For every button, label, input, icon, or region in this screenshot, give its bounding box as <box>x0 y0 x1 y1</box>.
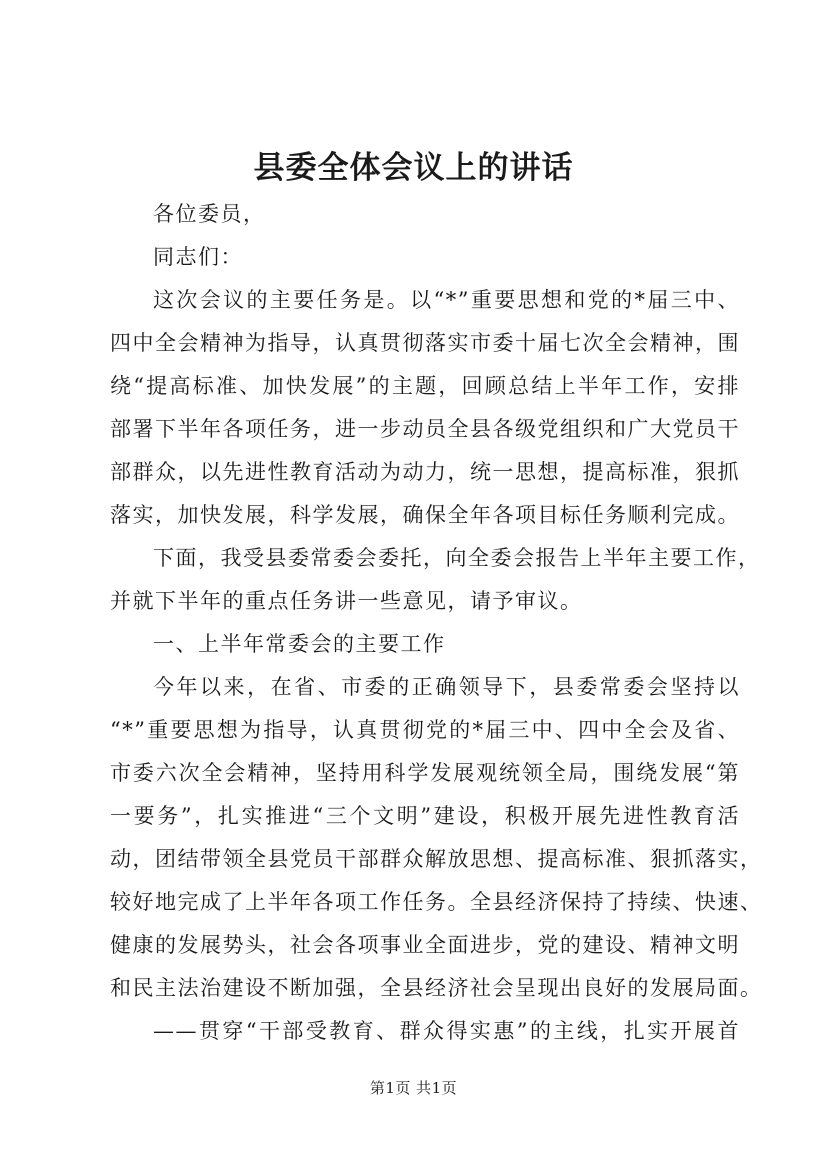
text-line: 今年以来，在省、市委的正确领导下，县委常委会坚持以 <box>153 675 740 699</box>
text-line: 并就下半年的重点任务讲一些意见，请予审议。 <box>110 589 583 613</box>
text-line: 下面，我受县委常委会委托，向全委会报告上半年主要工作， <box>153 546 761 570</box>
text-line: 较好地完成了上半年各项工作任务。全县经济保持了持续、快速、 <box>110 890 763 914</box>
text-line: ——贯穿“干部受教育、群众得实惠”的主线，扎实开展首 <box>153 1019 740 1043</box>
text-line: 这次会议的主要任务是。以“*”重要思想和党的*届三中、 <box>153 288 740 312</box>
document-title: 县委全体会议上的讲话 <box>253 150 574 186</box>
text-line: 落实，加快发展，科学发展，确保全年各项目标任务顺利完成。 <box>110 503 740 527</box>
text-line: 同志们： <box>153 245 243 269</box>
document-body <box>110 193 763 1053</box>
text-line: “*”重要思想为指导，认真贯彻党的*届三中、四中全会及省、 <box>110 718 740 742</box>
page-footer: 第1页 共1页 <box>369 1079 458 1097</box>
text-line: 四中全会精神为指导，认真贯彻落实市委十届七次全会精神，围 <box>110 331 740 355</box>
text-line: 一、上半年常委会的主要工作 <box>153 632 446 656</box>
text-line: 部群众，以先进性教育活动为动力，统一思想，提高标准，狠抓 <box>110 460 740 484</box>
text-line: 绕“提高标准、加快发展”的主题，回顾总结上半年工作，安排 <box>110 374 740 398</box>
text-line: 市委六次全会精神，坚持用科学发展观统领全局，围绕发展“第 <box>110 761 740 785</box>
text-line: 各位委员， <box>153 202 266 226</box>
text-line: 动，团结带领全县党员干部群众解放思想、提高标准、狠抓落实， <box>110 847 763 871</box>
text-line: 一要务”，扎实推进“三个文明”建设，积极开展先进性教育活 <box>110 804 740 828</box>
text-line: 和民主法治建设不断加强，全县经济社会呈现出良好的发展局面。 <box>110 976 763 1000</box>
text-line: 健康的发展势头，社会各项事业全面进步，党的建设、精神文明 <box>110 933 740 957</box>
text-line: 部署下半年各项任务，进一步动员全县各级党组织和广大党员干 <box>110 417 740 441</box>
